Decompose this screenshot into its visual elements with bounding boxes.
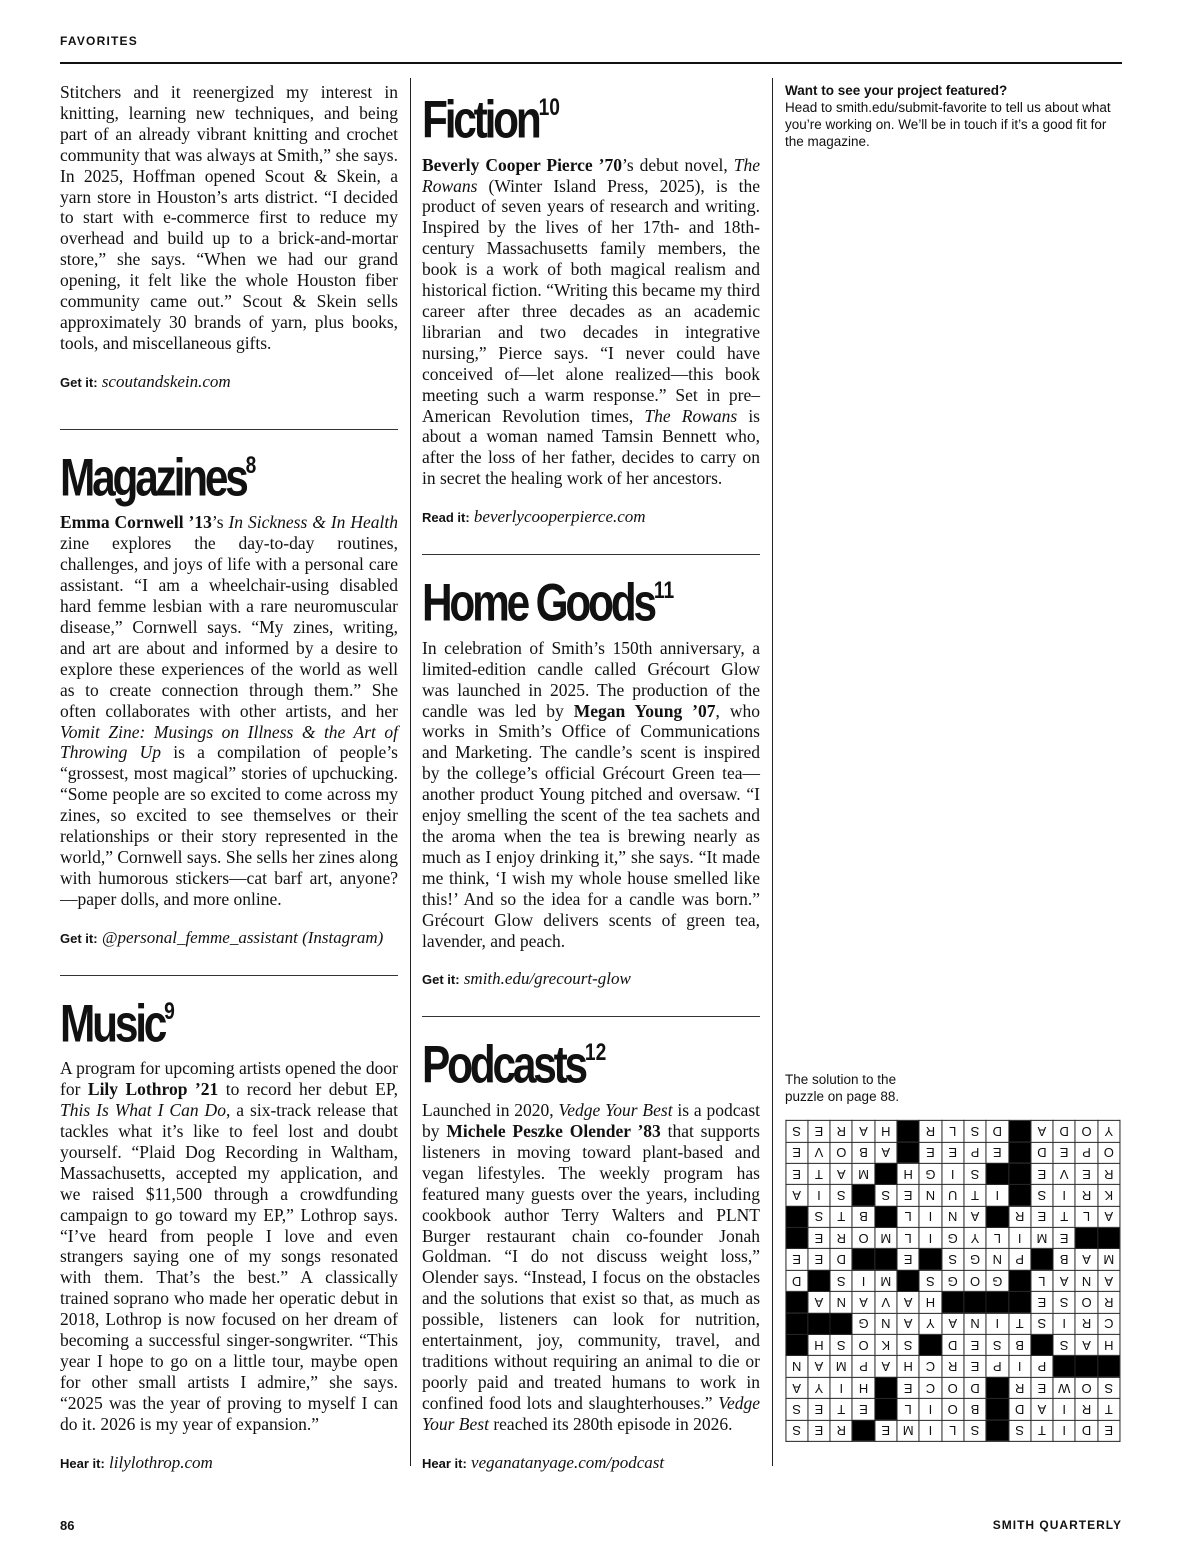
grid-cell: C (919, 1356, 941, 1377)
grid-row (786, 1185, 1120, 1206)
grid-cell: E (897, 1377, 919, 1398)
grid-cell: O (1075, 1121, 1097, 1142)
grid-cell: I (919, 1227, 941, 1248)
submit-note-title: Want to see your project featured? (785, 83, 1008, 98)
grid-block (1008, 1142, 1030, 1163)
beverlycooperpierce-link[interactable]: beverlycooperpierce.com (473, 507, 646, 527)
grid-cell: R (830, 1420, 852, 1441)
grid-cell: A (942, 1313, 964, 1334)
grid-cell: I (808, 1185, 830, 1206)
grid-block (942, 1292, 964, 1313)
grid-cell: I (1008, 1227, 1030, 1248)
grid-cell: S (830, 1334, 852, 1355)
grid-block (786, 1227, 808, 1248)
grid-cell: I (986, 1313, 1008, 1334)
grid-cell: E (852, 1399, 874, 1420)
grid-cell: B (852, 1206, 874, 1227)
grid-cell: S (964, 1163, 986, 1184)
grid-cell: M (1031, 1227, 1053, 1248)
grid-cell: G (964, 1249, 986, 1270)
grid-cell: A (875, 1356, 897, 1377)
grid-cell: N (830, 1292, 852, 1313)
grid-cell: H (897, 1163, 919, 1184)
grid-cell: P (986, 1356, 1008, 1377)
grid-block (986, 1163, 1008, 1184)
grid-block (1098, 1356, 1120, 1377)
grid-block (786, 1313, 808, 1334)
grid-cell: I (1053, 1420, 1075, 1441)
grid-cell: S (964, 1420, 986, 1441)
grid-cell: O (852, 1227, 874, 1248)
grid-cell: E (942, 1142, 964, 1163)
grid-cell: O (964, 1270, 986, 1291)
grid-block (875, 1206, 897, 1227)
grid-cell: N (1075, 1270, 1097, 1291)
grid-cell: E (1075, 1163, 1097, 1184)
grid-cell: M (852, 1163, 874, 1184)
grid-cell: N (875, 1313, 897, 1334)
grid-cell: G (942, 1227, 964, 1248)
grid-block (808, 1313, 830, 1334)
grid-block (786, 1206, 808, 1227)
grid-cell: K (1098, 1185, 1120, 1206)
grid-cell: T (1008, 1313, 1030, 1334)
column-2 (422, 82, 760, 1474)
grid-cell: E (808, 1399, 830, 1420)
grid-cell: I (919, 1420, 941, 1441)
grid-cell: R (942, 1356, 964, 1377)
column-divider (772, 78, 773, 1466)
grid-block (986, 1420, 1008, 1441)
grid-cell: E (808, 1227, 830, 1248)
grid-row (786, 1420, 1120, 1441)
grid-cell: W (1053, 1377, 1075, 1398)
grid-row (786, 1270, 1120, 1291)
magazines-get-it (60, 928, 398, 949)
grid-cell: E (1053, 1227, 1075, 1248)
grid-cell: S (786, 1420, 808, 1441)
grid-cell: T (1031, 1420, 1053, 1441)
grid-row (786, 1121, 1120, 1142)
grid-cell: S (897, 1334, 919, 1355)
grid-block (875, 1249, 897, 1270)
grid-cell: L (1031, 1270, 1053, 1291)
get-it-label: Get it: (60, 374, 98, 390)
grid-cell: H (852, 1377, 874, 1398)
grid-cell: E (786, 1142, 808, 1163)
grid-row (786, 1292, 1120, 1313)
grid-cell: B (964, 1399, 986, 1420)
grid-cell: E (964, 1356, 986, 1377)
music-hear-it (60, 1453, 398, 1474)
grid-cell: A (1053, 1270, 1075, 1291)
magazines-body: Emma Cornwell ’13’s In Sickness & In Health zine explores the day-to-day routines, challenges, and joys of life with a personal care assistant. “I am a wheelchair-using disabled hard femme lesbian with a rare neuromuscular disease,” Cornwell says. “My zines, writing, and art are about and informed by a desire to explore these experiences of the world as well as to create connection through them.” She often collaborates with other artists, and her Vomit Zine: Musings on Illness & the Art of Throwing Up is a compilation of people’s “grossest, most magical” stories of upchucking. “Some people are so excited to come across my zines, so excited to see themselves or their relationships or their story represented in the world,” Cornwell says. She sells her zines along with humorous stickers—cat barf art, anyone?—paper dolls, and more online. (60, 512, 398, 909)
grid-cell: S (1008, 1420, 1030, 1441)
grid-cell: E (1031, 1206, 1053, 1227)
grid-block (897, 1270, 919, 1291)
grid-cell: S (1053, 1292, 1075, 1313)
grid-block (786, 1334, 808, 1355)
grid-cell: S (1031, 1313, 1053, 1334)
podcasts-hear-it (422, 1453, 760, 1474)
grid-cell: C (919, 1377, 941, 1398)
grid-cell: D (942, 1334, 964, 1355)
music-heading: Music$^9$ (60, 994, 175, 1054)
grid-cell: I (852, 1270, 874, 1291)
grid-cell: H (875, 1121, 897, 1142)
intro-get-it (60, 372, 398, 393)
column-divider (410, 78, 411, 1466)
fiction-body: Beverly Cooper Pierce ’70’s debut novel, The Rowans (Winter Island Press, 2025), is the product of seven years of research and writing. Inspired by the lives of her 17th- and 18th-century Massachusetts family members, the book is a work of both magical realism and historical fiction. “Writing this became my third career after three decades as an academic librarian and two decades in integrative nursing,” Pierce says. “I never could have conceived of—let alone realized—this book meeting such a warm response.” Set in pre–American Revolution times, The Rowans is about a woman named Tamsin Bennett who, after the loss of her father, decides to carry on in secret the healing work of her ancestors. (422, 154, 760, 489)
grid-cell: Y (919, 1313, 941, 1334)
grid-cell: I (1053, 1185, 1075, 1206)
grid-block (786, 1292, 808, 1313)
grid-cell: D (1075, 1420, 1097, 1441)
grid-row (786, 1142, 1120, 1163)
grid-row (786, 1313, 1120, 1334)
grid-block (986, 1206, 1008, 1227)
grid-cell: A (852, 1121, 874, 1142)
podcasts-heading: Podcasts$^{12}$ (422, 1036, 607, 1096)
grid-cell: P (964, 1142, 986, 1163)
grid-cell: S (1031, 1185, 1053, 1206)
grid-cell: L (942, 1121, 964, 1142)
grid-row (786, 1227, 1120, 1248)
crossword-solution-grid (785, 1120, 1120, 1442)
grid-row (786, 1377, 1120, 1398)
grid-cell: D (986, 1121, 1008, 1142)
get-it-label: Get it: (60, 930, 98, 946)
grid-cell: G (986, 1270, 1008, 1291)
grid-block (875, 1163, 897, 1184)
grid-cell: A (808, 1292, 830, 1313)
grid-cell: E (1031, 1292, 1053, 1313)
grid-cell: R (830, 1121, 852, 1142)
magazines-section (60, 429, 398, 949)
grid-cell: O (852, 1334, 874, 1355)
grid-row (786, 1163, 1120, 1184)
music-section (60, 975, 398, 1474)
grid-cell: M (875, 1227, 897, 1248)
column-3 (785, 82, 1122, 150)
grid-block (986, 1377, 1008, 1398)
grid-cell: I (986, 1185, 1008, 1206)
grid-cell: E (808, 1249, 830, 1270)
grid-cell: Y (1098, 1121, 1120, 1142)
grid-cell: A (897, 1292, 919, 1313)
grid-block (852, 1249, 874, 1270)
scoutandskein-link[interactable]: scoutandskein.com (101, 371, 231, 391)
grid-cell: T (830, 1206, 852, 1227)
grid-cell: I (919, 1399, 941, 1420)
grid-cell: S (786, 1121, 808, 1142)
grid-cell: B (1008, 1334, 1030, 1355)
grid-cell: S (919, 1270, 941, 1291)
grid-block (1008, 1292, 1030, 1313)
grid-cell: G (852, 1313, 874, 1334)
homegoods-get-it (422, 969, 760, 990)
grid-block (875, 1399, 897, 1420)
grid-cell: I (1053, 1399, 1075, 1420)
grid-cell: L (1075, 1206, 1097, 1227)
grid-cell: E (875, 1420, 897, 1441)
grid-cell: N (786, 1356, 808, 1377)
grid-cell: N (986, 1249, 1008, 1270)
grid-cell: A (875, 1142, 897, 1163)
grid-cell: T (1098, 1399, 1120, 1420)
homegoods-body: In celebration of Smith’s 150th anniversary, a limited-edition candle called Grécourt Glow was launched in 2025. The production of the candle was led by Megan Young ’07, who works in Smith’s Office of Communications and Marketing. The candle’s scent is inspired by the college’s official Grécourt Green tea—another product Young pitched and oversaw. “I enjoy smelling the scent of the tea sachets and the aroma when the tea is brewing nearly as much as I enjoy drinking it,” she says. “It made me think, ‘I wish my whole house smelled like this!’ And so the idea for a candle was born.” Grécourt Glow delivers scents of green tea, lavender, and peach. (422, 637, 761, 951)
grid-block (852, 1185, 874, 1206)
grid-block (830, 1313, 852, 1334)
grid-cell: C (1098, 1313, 1120, 1334)
read-it-label: Read it: (422, 510, 470, 526)
grid-cell: H (1098, 1334, 1120, 1355)
grid-cell: A (1075, 1249, 1097, 1270)
music-body: A program for upcoming artists opened the door for Lily Lothrop ’21 to record her debut EP, This Is What I Can Do, a six-track release that tackles what it’s like to feel lost and doubt yourself. “Plaid Dog Recording in Waltham, Massachusetts, accepted my application, and we raised $11,500 through a crowdfunding campaign to go toward my EP,” Lothrop says. “I’ve heard from people I love and even strangers saying one of my songs resonated with them. That’s the best.” A classically trained soprano who made her operatic debut in 2018, Lothrop is now focused on her dream of becoming a successful singer-songwriter. “This year I hope to go on a little tour, maybe open for other small artists I admire,” she says. “2025 was the year of proving to myself I can do it. 2026 is my year of expansion.” (60, 1058, 399, 1434)
top-rule (60, 62, 1122, 64)
grid-cell: S (830, 1185, 852, 1206)
magazine-name: SMITH QUARTERLY (992, 1518, 1122, 1532)
grid-cell: A (830, 1163, 852, 1184)
grid-cell: R (1075, 1185, 1097, 1206)
grid-cell: E (808, 1121, 830, 1142)
fiction-section (422, 82, 760, 528)
grid-cell: S (1053, 1334, 1075, 1355)
grid-cell: E (986, 1142, 1008, 1163)
grid-cell: A (786, 1377, 808, 1398)
grid-cell: A (1031, 1121, 1053, 1142)
grid-cell: Y (964, 1227, 986, 1248)
grid-cell: P (1075, 1142, 1097, 1163)
grid-cell: R (830, 1227, 852, 1248)
grid-cell: L (942, 1420, 964, 1441)
grid-cell: D (1053, 1121, 1075, 1142)
grid-cell: A (1098, 1270, 1120, 1291)
grid-cell: M (897, 1420, 919, 1441)
grid-cell: N (942, 1206, 964, 1227)
grid-cell: E (919, 1142, 941, 1163)
grid-cell: R (1098, 1292, 1120, 1313)
intro-paragraph: Stitchers and it reenergized my interest in knitting, learning new techniques, and being part of an already vibrant knitting and crochet community that was always at Smith,” she says. In 2025, Hoffman opened Scout & Skein, a yarn store in Houston’s arts district. “I decided to start with e-commerce first to reduce my overhead and build up to a brick-and-mortar store,” she says. “When we had our grand opening, it felt like the whole Houston fiber community came out.” Scout & Skein sells approximately 30 brands of yarn, plus books, tools, and miscellaneous gifts. (60, 82, 398, 353)
grid-cell: D (786, 1270, 808, 1291)
grid-cell: E (786, 1249, 808, 1270)
grid-cell: B (852, 1142, 874, 1163)
grid-cell: A (808, 1356, 830, 1377)
grid-cell: N (964, 1313, 986, 1334)
grid-cell: M (1098, 1249, 1120, 1270)
puzzle-caption: The solution to the puzzle on page 88. (785, 1072, 900, 1104)
podcasts-body: Launched in 2020, Vedge Your Best is a podcast by Michele Peszke Olender ’83 that supports listeners in moving toward plant-based and vegan lifestyles. The weekly program has featured many guests over the years, including cookbook author Terry Walters and PLNT Burger restaurant chain co-founder Jonah Goldman. “I do not discuss weight loss,” Olender says. “Instead, I focus on the obstacles and the solutions that exist so that, as much as possible, listeners can look for nutrition, entertainment, joy, community, travel, and traditions without requiring an animal to die or poorly paid and treated humans to work in confined food lots and slaughterhouses.” Vedge Your Best reached its 280th episode in 2026. (422, 1100, 760, 1434)
grid-cell: V (1053, 1163, 1075, 1184)
grid-block (1008, 1163, 1030, 1184)
grid-cell: E (808, 1420, 830, 1441)
grid-block (808, 1270, 830, 1291)
grid-cell: H (919, 1292, 941, 1313)
homegoods-heading: Home Goods$^{11}$ (422, 573, 675, 633)
grid-cell: E (964, 1334, 986, 1355)
grid-cell: I (919, 1206, 941, 1227)
grid-block (875, 1377, 897, 1398)
grid-block (1075, 1227, 1097, 1248)
grid-cell: A (897, 1313, 919, 1334)
grid-cell: L (986, 1227, 1008, 1248)
grid-cell: O (1075, 1292, 1097, 1313)
grid-cell: A (852, 1292, 874, 1313)
grid-row (786, 1206, 1120, 1227)
grid-cell: S (942, 1249, 964, 1270)
page-number: 86 (60, 1518, 75, 1533)
grid-cell: I (830, 1377, 852, 1398)
grid-cell: L (897, 1206, 919, 1227)
grid-cell: O (830, 1142, 852, 1163)
grid-cell: T (1053, 1206, 1075, 1227)
grid-cell: M (830, 1356, 852, 1377)
grid-cell: S (1098, 1377, 1120, 1398)
grid-cell: E (786, 1163, 808, 1184)
podcast-link[interactable]: veganatanyage.com/podcast (471, 1452, 665, 1472)
grid-cell: Y (808, 1377, 830, 1398)
grid-cell: R (1075, 1399, 1097, 1420)
grid-cell: O (942, 1399, 964, 1420)
grid-block (919, 1249, 941, 1270)
grid-cell: H (808, 1334, 830, 1355)
submit-note (785, 82, 1122, 150)
grid-cell: T (808, 1163, 830, 1184)
grid-cell: A (964, 1206, 986, 1227)
grid-cell: I (942, 1163, 964, 1184)
grid-cell: A (1075, 1334, 1097, 1355)
grid-cell: A (1031, 1399, 1053, 1420)
hear-it-label: Hear it: (60, 1455, 105, 1471)
grid-block (1031, 1249, 1053, 1270)
grid-cell: S (875, 1185, 897, 1206)
grid-cell: R (1075, 1313, 1097, 1334)
grid-block (919, 1334, 941, 1355)
grid-block (986, 1399, 1008, 1420)
grid-block (1098, 1227, 1120, 1248)
grid-cell: S (808, 1206, 830, 1227)
grid-cell: B (1053, 1249, 1075, 1270)
instagram-link[interactable]: @personal_femme_assistant (Instagram) (101, 927, 384, 947)
section-label: FAVORITES (60, 34, 138, 48)
submit-note-text: Head to smith.edu/submit-favorite to tell us about what you’re working on. We’ll be in touch if it’s a good fit for the magazine. (785, 100, 1111, 149)
grid-cell: K (875, 1334, 897, 1355)
grid-cell: M (875, 1270, 897, 1291)
grid-block (1008, 1270, 1030, 1291)
grid-cell: S (786, 1399, 808, 1420)
grid-row (786, 1356, 1120, 1377)
grid-cell: E (1031, 1163, 1053, 1184)
podcasts-section (422, 1016, 760, 1473)
grid-cell: H (897, 1356, 919, 1377)
grid-cell: I (1053, 1313, 1075, 1334)
grid-block (1075, 1356, 1097, 1377)
grid-row (786, 1334, 1120, 1355)
grid-cell: D (830, 1249, 852, 1270)
grid-cell: E (1098, 1420, 1120, 1441)
grid-block (1053, 1356, 1075, 1377)
grid-cell: R (1098, 1163, 1120, 1184)
grid-block (1031, 1334, 1053, 1355)
grid-cell: P (1031, 1356, 1053, 1377)
grid-cell: G (942, 1270, 964, 1291)
grid-cell: E (1031, 1377, 1053, 1398)
grid-block (986, 1292, 1008, 1313)
homegoods-section (422, 554, 760, 990)
get-it-label: Get it: (422, 972, 460, 988)
grid-cell: P (852, 1356, 874, 1377)
grid-cell: E (897, 1185, 919, 1206)
grid-cell: S (986, 1334, 1008, 1355)
grid-cell: G (919, 1163, 941, 1184)
grid-cell: A (1098, 1206, 1120, 1227)
fiction-read-it (422, 507, 760, 528)
grid-cell: D (964, 1377, 986, 1398)
grid-cell: D (1031, 1142, 1053, 1163)
grid-cell: L (897, 1227, 919, 1248)
grid-block (897, 1121, 919, 1142)
grid-cell: R (1008, 1206, 1030, 1227)
grid-block (1008, 1185, 1030, 1206)
grid-cell: A (786, 1185, 808, 1206)
hear-it-label: Hear it: (422, 1455, 467, 1471)
grid-cell: E (1053, 1142, 1075, 1163)
magazines-heading: Magazines$^8$ (60, 448, 257, 508)
grid-cell: N (919, 1185, 941, 1206)
fiction-heading: Fiction$^{10}$ (422, 90, 560, 150)
grid-cell: V (875, 1292, 897, 1313)
grid-cell: L (897, 1399, 919, 1420)
grid-block (1008, 1121, 1030, 1142)
grid-cell: V (808, 1142, 830, 1163)
grid-cell: T (830, 1399, 852, 1420)
grid-cell: O (1075, 1377, 1097, 1398)
lilylothrop-link[interactable]: lilylothrop.com (109, 1452, 213, 1472)
grid-cell: P (1008, 1249, 1030, 1270)
grid-row (786, 1249, 1120, 1270)
column-1 (60, 82, 398, 1474)
grid-cell: U (942, 1185, 964, 1206)
grid-cell: I (1008, 1356, 1030, 1377)
grid-cell: O (942, 1377, 964, 1398)
grecourt-glow-link[interactable]: smith.edu/grecourt-glow (463, 969, 631, 989)
grid-cell: S (830, 1270, 852, 1291)
grid-cell: R (1008, 1377, 1030, 1398)
grid-cell: T (964, 1185, 986, 1206)
grid-cell: E (897, 1249, 919, 1270)
grid-row (786, 1399, 1120, 1420)
grid-cell: R (919, 1121, 941, 1142)
grid-cell: S (964, 1121, 986, 1142)
grid-block (852, 1420, 874, 1441)
grid-block (964, 1292, 986, 1313)
grid-cell: O (1098, 1142, 1120, 1163)
grid-block (897, 1142, 919, 1163)
grid-cell: D (1008, 1399, 1030, 1420)
